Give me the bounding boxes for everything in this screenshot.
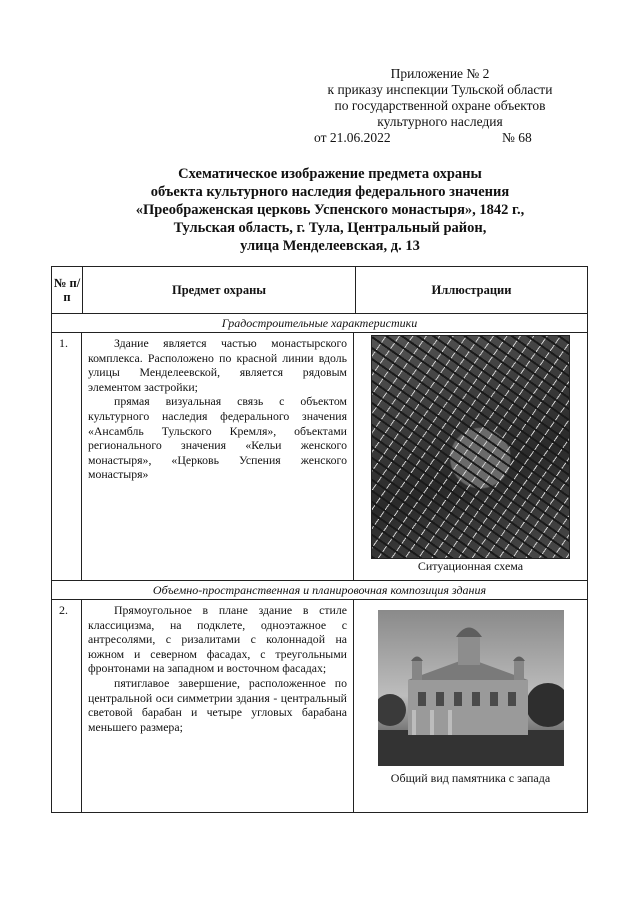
table-row [52, 333, 587, 581]
description-paragraph: прямая визуальная связь с объектом культурного наследия федерального значения «Ансамбль Тульского Кремля», объектами регионального значения «Кельи женского монастыря», «Церковь Успения женского монастыря» [88, 394, 347, 482]
protection-table [51, 266, 588, 813]
title-line: «Преображенская церковь Успенского монастыря», 1842 г., [135, 202, 525, 218]
illustration-caption: Общий вид памятника с запада [390, 771, 551, 785]
description-paragraph: Прямоугольное в плане здание в стиле классицизма, на подклете, одноэтажное с антресолями, с ризалитами с колоннадой на южном и северном фасадах, с треугольными фронтонами на западном и восточном фасадах; [88, 603, 347, 676]
section-heading: Градостроительные характеристики [52, 314, 587, 333]
document-title [60, 165, 600, 255]
church-photo [378, 610, 564, 766]
appendix-line: Приложение № 2 [390, 66, 490, 81]
description-paragraph: Здание является частью монастырского комплекса. Расположено по красной линии вдоль улицы Менделеевской, является рядовым элементом застройки; [88, 336, 347, 394]
title-line: улица Менделеевская, д. 13 [240, 238, 420, 254]
table-row [52, 600, 587, 812]
row-illustration [354, 600, 587, 812]
order-date: от 21.06.2022 [314, 130, 391, 145]
row-number: 2. [52, 600, 82, 812]
table-header [52, 267, 587, 314]
title-line: объекта культурного наследия федерального значения [150, 184, 510, 200]
church-photo-drawing [378, 610, 564, 766]
description-paragraph: пятиглавое завершение, расположенное по центральной оси симметрии здания - центральный световой барабан и четыре угловых барабана меньшего размера; [88, 675, 347, 734]
appendix-line: к приказу инспекции Тульской области [327, 82, 553, 97]
title-line: Схематическое изображение предмета охраны [178, 166, 482, 182]
appendix-date-row [300, 130, 580, 146]
header-illustrations: Иллюстрации [431, 283, 512, 297]
header-subject: Предмет охраны [83, 267, 356, 313]
situational-scheme-image [371, 335, 570, 559]
illustration-caption: Ситуационная схема [417, 559, 524, 573]
order-number: № 68 [502, 130, 532, 145]
row-number: 1. [52, 333, 82, 580]
appendix-line: по государственной охране объектов [334, 98, 546, 113]
appendix-block [300, 66, 580, 146]
section-heading: Объемно-пространственная и планировочная композиция здания [52, 581, 587, 600]
header-num: № п/п [52, 267, 83, 313]
row-description [82, 333, 354, 580]
appendix-line: культурного наследия [377, 114, 503, 129]
row-illustration [354, 333, 587, 580]
title-line: Тульская область, г. Тула, Центральный район, [173, 220, 487, 236]
row-description [82, 600, 354, 812]
